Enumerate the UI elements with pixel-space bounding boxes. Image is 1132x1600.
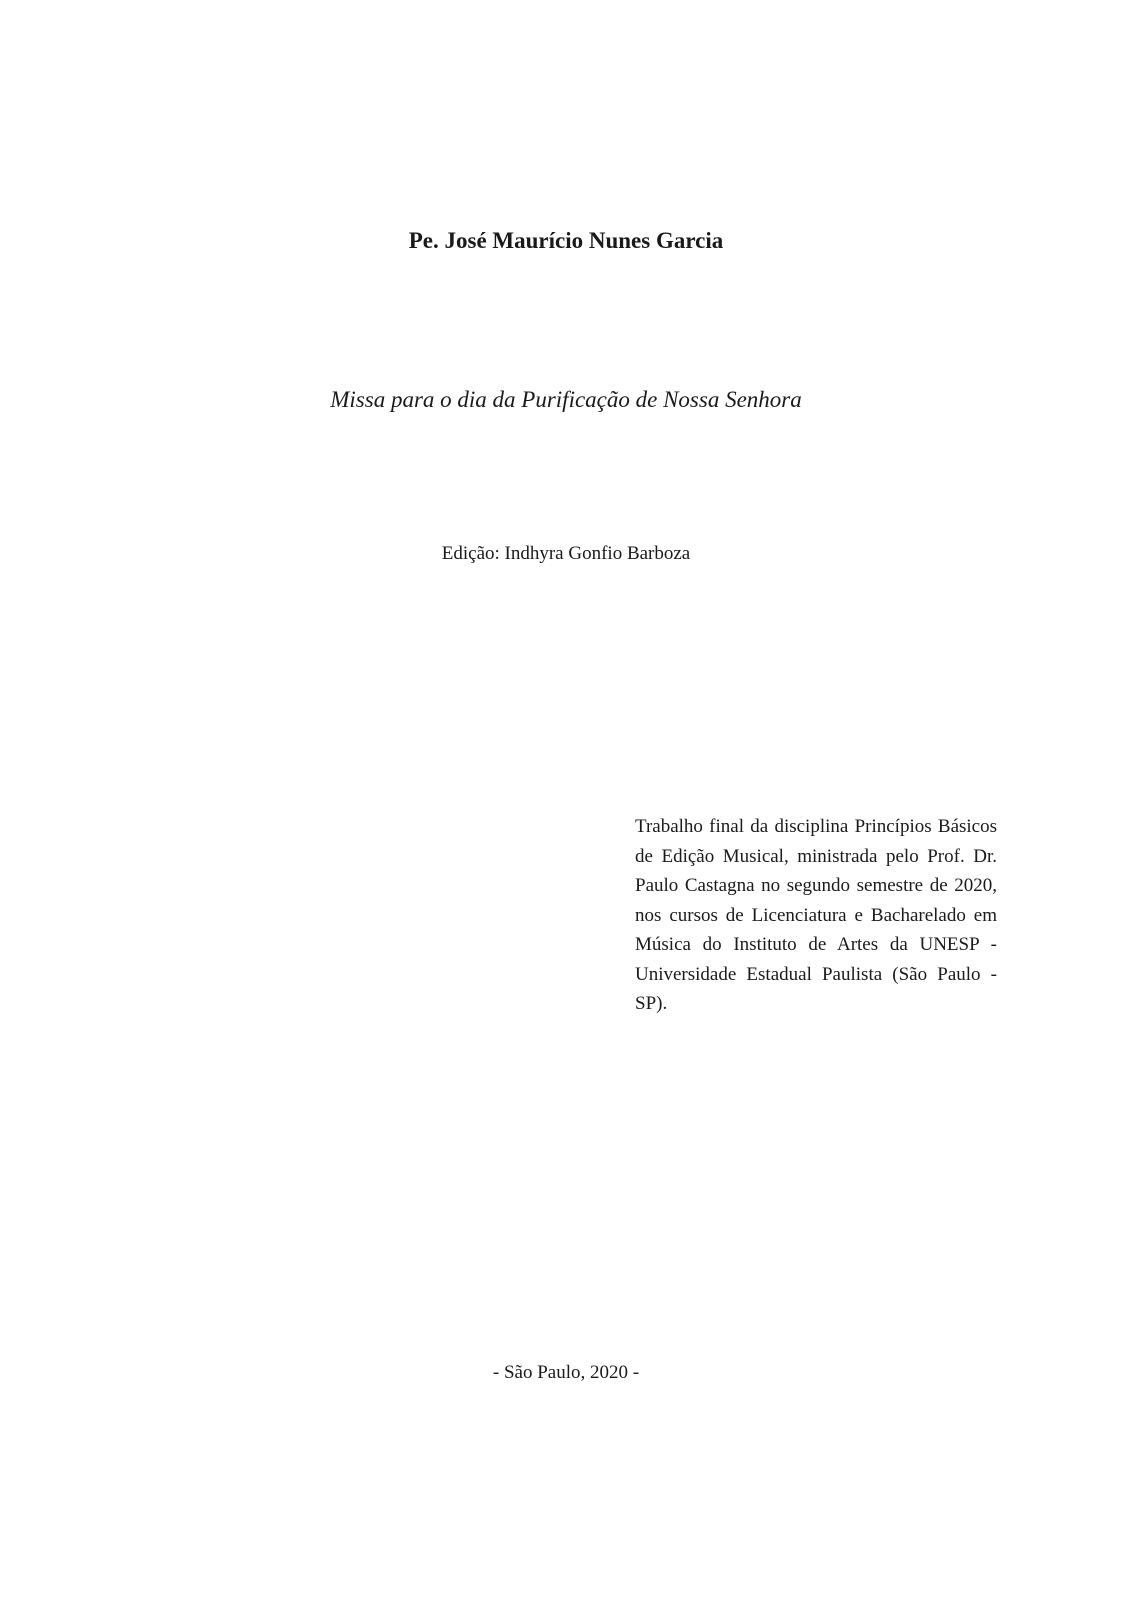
coursework-note: Trabalho final da disciplina Princípios Básicos de Edição Musical, ministrada pelo Prof. Dr. Paulo Castagna no segundo semestre de 2020, nos cursos de Licenciatura e Bacharelado em Música do Instituto de Artes da UNESP - Universidade Estadual Paulista (São Paulo - SP). <box>635 816 997 1014</box>
author-name: Pe. José Maurício Nunes Garcia <box>408 228 724 253</box>
editor-credit: Edição: Indhyra Gonfio Barboza <box>441 543 691 564</box>
place-and-date: - São Paulo, 2020 - <box>492 1362 640 1383</box>
work-title: Missa para o dia da Purificação de Nossa Senhora <box>330 387 802 412</box>
